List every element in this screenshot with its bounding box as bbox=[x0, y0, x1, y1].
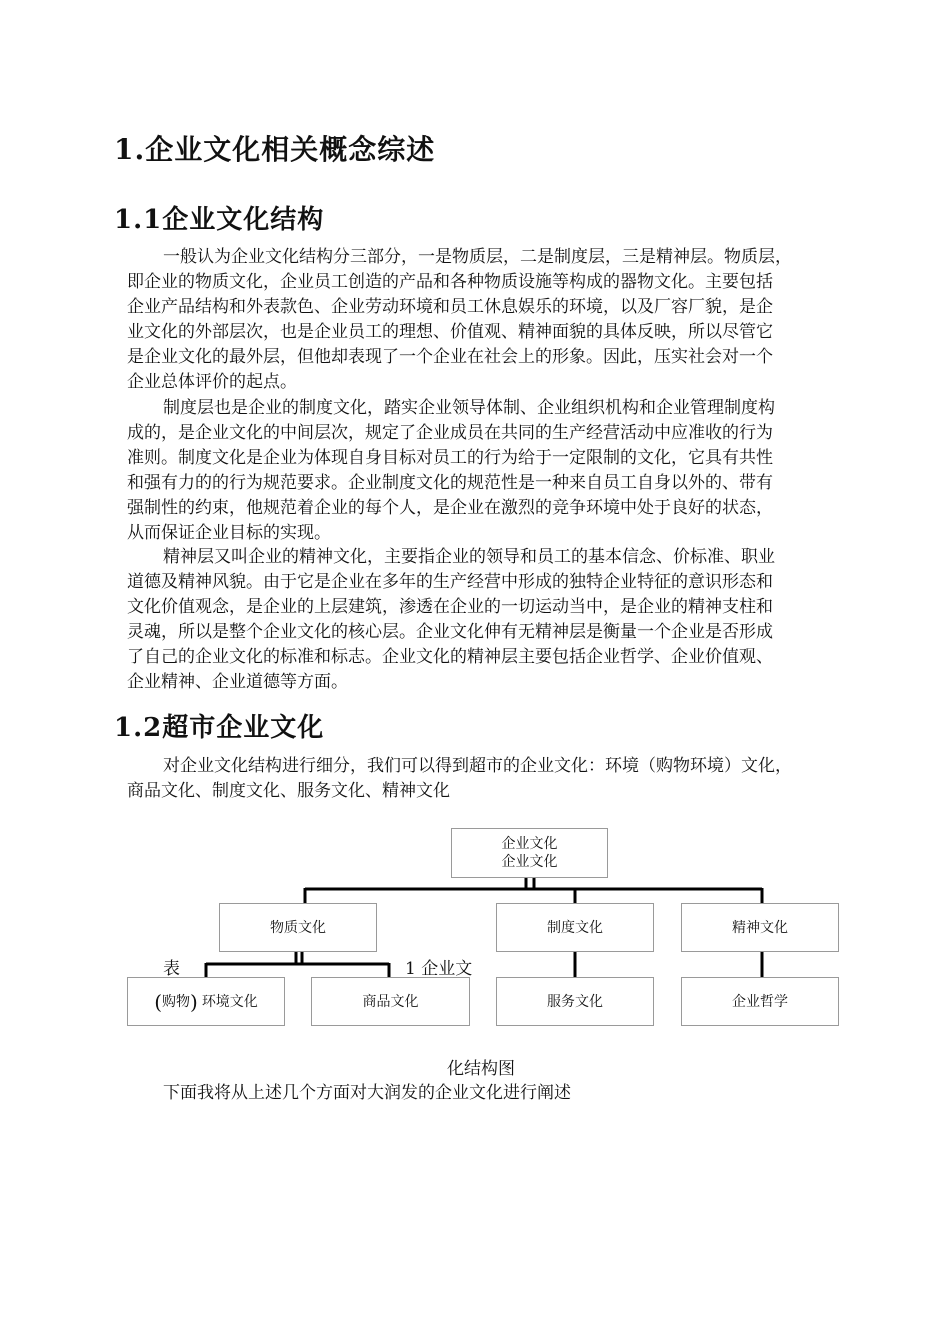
text-line: 企业精神、企业道德等方面。 bbox=[127, 672, 348, 692]
diagram-node-material bbox=[219, 903, 377, 952]
diagram-node-service bbox=[496, 977, 654, 1026]
node-label: 环境文化 bbox=[201, 993, 258, 1010]
node-label: 服务文化 bbox=[547, 993, 603, 1010]
diagram-node-root bbox=[451, 828, 608, 878]
text-line: 道德及精神风貌。由于它是企业在多年的生产经营中形成的独特企业特征的意识形态和 bbox=[127, 572, 773, 592]
text-line: 企业产品结构和外表款色、企业劳动环境和员工休息娱乐的环境，以及厂容厂貌，是企 bbox=[127, 297, 773, 317]
text-line: 一般认为企业文化结构分三部分，一是物质层，二是制度层，三是精神层。物质层， bbox=[163, 247, 792, 267]
text-line: 和强有力的的行为规范要求。企业制度文化的规范性是一种来自员工自身以外的、带有 bbox=[127, 473, 773, 493]
text-line: 强制性的约束，他规范着企业的每个人，是企业在激烈的竞争环境中处于良好的状态， bbox=[127, 498, 773, 518]
text-line: 对企业文化结构进行细分，我们可以得到超市的企业文化：环境（购物环境）文化， bbox=[163, 756, 792, 776]
diagram-node-goods bbox=[311, 977, 470, 1026]
text-line: 商品文化、制度文化、服务文化、精神文化 bbox=[127, 781, 450, 801]
node-label: 商品文化 bbox=[362, 993, 419, 1010]
text-line: 文化价值观念，是企业的上层建筑，渗透在企业的一切运动当中，是企业的精神支柱和 bbox=[127, 597, 773, 617]
text-line: 灵魂，所以是整个企业文化的核心层。企业文化伸有无精神层是衡量一个企业是否形成 bbox=[127, 622, 773, 642]
diagram-node-environment bbox=[127, 977, 285, 1026]
text-line: 是企业文化的最外层，但他却表现了一个企业在社会上的形象。因此，压实社会对一个 bbox=[127, 347, 773, 367]
diagram-caption: 化结构图 bbox=[447, 1059, 515, 1079]
text-line: 了自己的企业文化的标准和标志。企业文化的精神层主要包括企业哲学、企业价值观、 bbox=[127, 647, 773, 667]
section-heading-structure: 1.1企业文化结构 bbox=[114, 205, 325, 235]
text-line: 精神层又叫企业的精神文化，主要指企业的领导和员工的基本信念、价标准、职业 bbox=[163, 547, 775, 567]
node-label: 制度文化 bbox=[547, 919, 603, 936]
node-label: 物质文化 bbox=[270, 919, 326, 936]
node-label: ( bbox=[154, 989, 162, 1014]
diagram-node-spirit bbox=[681, 903, 839, 952]
section-heading-supermarket: 1.2超市企业文化 bbox=[114, 713, 325, 743]
text-line: 从而保证企业目标的实现。 bbox=[127, 523, 331, 543]
diagram-caption-fragment: 1 企业文 bbox=[405, 959, 473, 979]
text-line: 制度层也是企业的制度文化，踏实企业领导体制、企业组织机构和企业管理制度构 bbox=[163, 398, 775, 418]
node-label: 企业文化 bbox=[501, 854, 558, 870]
text-line: 业文化的外部层次，也是企业员工的理想、价值观、精神面貌的具体反映，所以尽管它 bbox=[127, 322, 773, 342]
text-line: 企业总体评价的起点。 bbox=[127, 372, 297, 392]
node-label: 企业文化 bbox=[501, 836, 558, 852]
diagram-node-system bbox=[496, 903, 654, 952]
text-line: 即企业的物质文化，企业员工创造的产品和各种物质设施等构成的器物文化。主要包括 bbox=[127, 272, 773, 292]
diagram-node-philosophy bbox=[681, 977, 839, 1026]
node-label: 购物 bbox=[162, 993, 190, 1010]
node-label: ) bbox=[190, 989, 198, 1014]
node-label: 精神文化 bbox=[732, 919, 788, 936]
node-label: 企业哲学 bbox=[732, 993, 788, 1010]
main-heading: 1.企业文化相关概念综述 bbox=[114, 133, 436, 166]
diagram-caption-fragment: 表 bbox=[163, 959, 180, 979]
text-line: 准则。制度文化是企业为体现自身目标对员工的行为给于一定限制的文化，它具有共性 bbox=[127, 448, 773, 468]
text-line: 成的，是企业文化的中间层次，规定了企业成员在共同的生产经营活动中应准收的行为 bbox=[127, 423, 773, 443]
closing-sentence: 下面我将从上述几个方面对大润发的企业文化进行阐述 bbox=[163, 1083, 571, 1103]
